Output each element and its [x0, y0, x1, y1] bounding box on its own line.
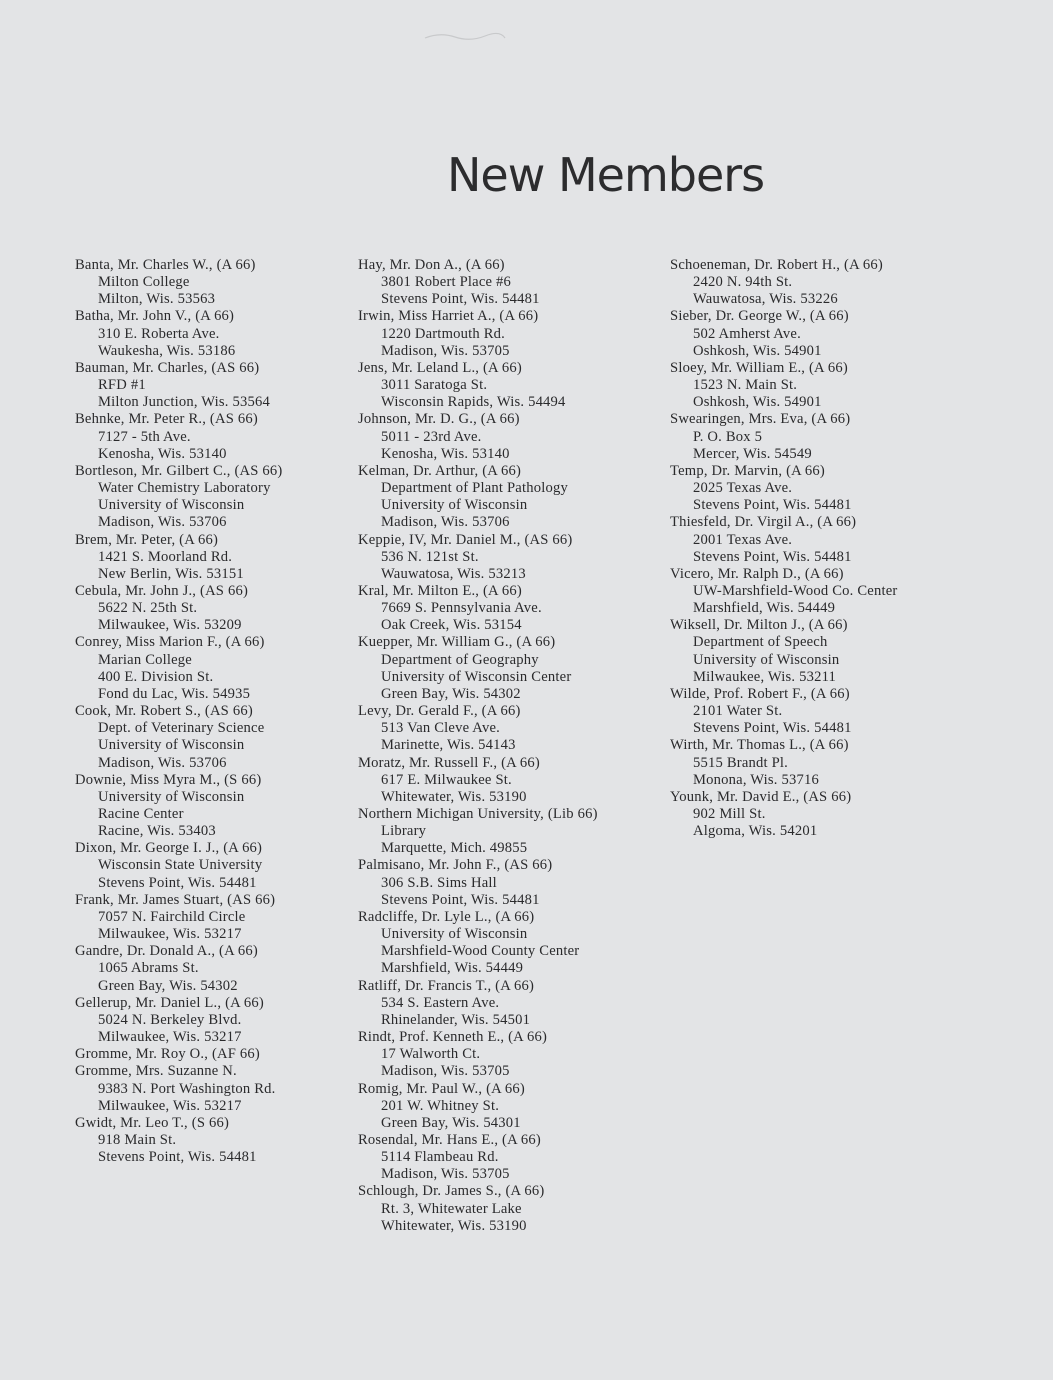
member-address-line: Marquette, Mich. 49855: [381, 840, 528, 857]
member-address-line: Racine Center: [98, 806, 184, 822]
member-name: Frank, Mr. James Stuart, (AS 66): [75, 891, 276, 908]
member-name: Batha, Mr. John V., (A 66): [75, 308, 235, 325]
member-entry: [670, 789, 970, 840]
print-smudge: [420, 30, 510, 44]
member-address-line: Water Chemistry Laboratory: [98, 480, 271, 497]
member-name: Gwidt, Mr. Leo T., (S 66): [75, 1114, 230, 1131]
member-entry: [358, 755, 663, 806]
member-entry: [358, 360, 663, 411]
member-name: Vicero, Mr. Ralph D., (A 66): [670, 565, 844, 582]
member-entry: [358, 909, 663, 978]
member-address-line: 7669 S. Pennsylvania Ave.: [381, 600, 542, 617]
member-address-line: Kenosha, Wis. 53140: [381, 445, 510, 462]
member-address-line: Green Bay, Wis. 54302: [381, 685, 521, 702]
member-name: Dixon, Mr. George I. J., (A 66): [75, 840, 263, 857]
member-address-line: Library: [381, 823, 427, 840]
member-name: Wilde, Prof. Robert F., (A 66): [670, 685, 850, 702]
member-address-line: Whitewater, Wis. 53190: [381, 788, 527, 805]
member-entry: [75, 995, 355, 1046]
member-address-line: 7127 - 5th Ave.: [98, 428, 191, 445]
member-address-line: Marshfield, Wis. 54449: [381, 960, 524, 977]
member-entry: [75, 360, 355, 411]
member-entry: [75, 772, 355, 841]
member-address-line: 310 E. Roberta Ave.: [98, 325, 220, 342]
member-name: Wirth, Mr. Thomas L., (A 66): [670, 737, 849, 754]
member-name: Cebula, Mr. John J., (AS 66): [75, 582, 249, 599]
member-address-line: Whitewater, Wis. 53190: [381, 1217, 527, 1234]
member-entry: [358, 1183, 663, 1234]
member-address-line: Green Bay, Wis. 54301: [381, 1114, 521, 1131]
member-address-line: Stevens Point, Wis. 54481: [381, 291, 540, 308]
member-name: Gromme, Mrs. Suzanne N.: [75, 1063, 237, 1080]
member-address-line: Green Bay, Wis. 54302: [98, 977, 238, 994]
member-address-line: 2101 Water St.: [693, 703, 783, 720]
member-name: Kelman, Dr. Arthur, (A 66): [358, 462, 522, 479]
member-name: Schoeneman, Dr. Robert H., (A 66): [670, 257, 883, 273]
member-address-line: Madison, Wis. 53705: [381, 1063, 510, 1080]
member-address-line: Milwaukee, Wis. 53211: [693, 668, 837, 685]
member-entry: [358, 634, 663, 703]
member-name: Temp, Dr. Marvin, (A 66): [670, 462, 825, 479]
member-name: Radcliffe, Dr. Lyle L., (A 66): [358, 908, 535, 925]
member-address-line: 2025 Texas Ave.: [693, 480, 793, 497]
member-name: Moratz, Mr. Russell F., (A 66): [358, 754, 540, 771]
member-name: Rindt, Prof. Kenneth E., (A 66): [358, 1029, 548, 1046]
member-address-line: Monona, Wis. 53716: [693, 771, 819, 788]
member-entry: [358, 806, 663, 857]
member-name: Romig, Mr. Paul W., (A 66): [358, 1080, 525, 1097]
member-address-line: 1421 S. Moorland Rd.: [98, 548, 233, 565]
member-entry: [75, 840, 355, 891]
member-entry: [358, 1029, 663, 1080]
member-address-line: Algoma, Wis. 54201: [693, 823, 818, 840]
member-address-line: Department of Speech: [693, 634, 828, 651]
member-column-2: [358, 257, 663, 1235]
member-address-line: Wauwatosa, Wis. 53213: [381, 565, 526, 582]
member-entry: [358, 463, 663, 532]
member-address-line: 5011 - 23rd Ave.: [381, 428, 482, 445]
member-name: Downie, Miss Myra M., (S 66): [75, 771, 262, 788]
member-name: Levy, Dr. Gerald F., (A 66): [358, 703, 521, 720]
member-entry: [670, 737, 970, 788]
member-address-line: Mercer, Wis. 54549: [693, 445, 812, 462]
member-address-line: Kenosha, Wis. 53140: [98, 445, 227, 462]
member-address-line: 5622 N. 25th St.: [98, 600, 198, 617]
member-address-line: Stevens Point, Wis. 54481: [98, 874, 257, 891]
member-entry: [75, 583, 355, 634]
member-address-line: Milwaukee, Wis. 53217: [98, 1029, 242, 1046]
member-address-line: University of Wisconsin: [98, 788, 245, 805]
member-address-line: Racine, Wis. 53403: [98, 823, 216, 840]
member-entry: [75, 943, 355, 994]
member-entry: [358, 1081, 663, 1132]
member-name: Cook, Mr. Robert S., (AS 66): [75, 703, 253, 720]
member-address-line: Fond du Lac, Wis. 54935: [98, 685, 251, 702]
member-entry: [358, 257, 663, 308]
member-entry: [670, 463, 970, 514]
member-address-line: Dept. of Veterinary Science: [98, 720, 265, 737]
member-address-line: Marinette, Wis. 54143: [381, 737, 516, 754]
member-entry: [75, 634, 355, 703]
member-entry: [670, 566, 970, 617]
member-name: Johnson, Mr. D. G., (A 66): [358, 411, 520, 428]
member-entry: [75, 532, 355, 583]
member-name: Hay, Mr. Don A., (A 66): [358, 257, 505, 273]
member-address-line: 7057 N. Fairchild Circle: [98, 908, 246, 925]
member-entry: [358, 583, 663, 634]
member-entry: [75, 411, 355, 462]
member-address-line: Oak Creek, Wis. 53154: [381, 617, 522, 634]
member-address-line: 9383 N. Port Washington Rd.: [98, 1080, 276, 1097]
member-name: Brem, Mr. Peter, (A 66): [75, 531, 219, 548]
member-address-line: 3801 Robert Place #6: [381, 274, 512, 291]
member-address-line: 1065 Abrams St.: [98, 960, 199, 977]
member-name: Bauman, Mr. Charles, (AS 66): [75, 359, 260, 376]
member-address-line: Milton Junction, Wis. 53564: [98, 394, 270, 411]
member-entry: [670, 411, 970, 462]
member-address-line: Madison, Wis. 53705: [381, 1166, 510, 1183]
member-address-line: RFD #1: [98, 377, 146, 394]
member-address-line: 918 Main St.: [98, 1131, 177, 1148]
member-address-line: New Berlin, Wis. 53151: [98, 565, 244, 582]
member-address-line: Wauwatosa, Wis. 53226: [693, 291, 838, 308]
member-address-line: 3011 Saratoga St.: [381, 377, 488, 394]
member-name: Northern Michigan University, (Lib 66): [358, 806, 598, 822]
member-address-line: 536 N. 121st St.: [381, 548, 479, 565]
member-address-line: University of Wisconsin: [381, 497, 528, 514]
member-address-line: University of Wisconsin: [381, 926, 528, 943]
member-entry: [75, 1063, 355, 1114]
member-address-line: Milton, Wis. 53563: [98, 291, 216, 308]
member-name: Kuepper, Mr. William G., (A 66): [358, 634, 556, 651]
member-entry: [75, 703, 355, 772]
member-address-line: Stevens Point, Wis. 54481: [693, 548, 852, 565]
member-name: Sieber, Dr. George W., (A 66): [670, 308, 849, 325]
member-address-line: Milton College: [98, 274, 190, 291]
member-address-line: 17 Walworth Ct.: [381, 1046, 481, 1063]
member-address-line: 306 S.B. Sims Hall: [381, 874, 497, 891]
member-address-line: Rhinelander, Wis. 54501: [381, 1011, 531, 1028]
member-entry: [75, 463, 355, 532]
member-address-line: 902 Mill St.: [693, 806, 766, 822]
member-entry: [670, 617, 970, 686]
member-address-line: Madison, Wis. 53705: [381, 342, 510, 359]
member-name: Conrey, Miss Marion F., (A 66): [75, 634, 265, 651]
member-address-line: 400 E. Division St.: [98, 668, 214, 685]
member-address-line: Milwaukee, Wis. 53217: [98, 1097, 242, 1114]
member-entry: [670, 308, 970, 359]
member-entry: [75, 308, 355, 359]
member-address-line: Department of Geography: [381, 651, 539, 668]
member-address-line: 5024 N. Berkeley Blvd.: [98, 1011, 242, 1028]
member-name: Jens, Mr. Leland L., (A 66): [358, 359, 522, 376]
member-entry: [670, 686, 970, 737]
member-address-line: University of Wisconsin: [98, 737, 245, 754]
member-name: Kral, Mr. Milton E., (A 66): [358, 582, 522, 599]
member-entry: [75, 1046, 355, 1063]
member-name: Swearingen, Mrs. Eva, (A 66): [670, 411, 851, 428]
member-address-line: 1523 N. Main St.: [693, 377, 798, 394]
member-name: Sloey, Mr. William E., (A 66): [670, 359, 848, 376]
member-address-line: Stevens Point, Wis. 54481: [381, 891, 540, 908]
member-entry: [358, 308, 663, 359]
member-address-line: 513 Van Cleve Ave.: [381, 720, 500, 737]
member-entry: [358, 532, 663, 583]
member-address-line: 201 W. Whitney St.: [381, 1097, 500, 1114]
member-address-line: Stevens Point, Wis. 54481: [98, 1149, 257, 1166]
member-address-line: Madison, Wis. 53706: [98, 514, 227, 531]
member-address-line: 2001 Texas Ave.: [693, 531, 793, 548]
member-entry: [670, 257, 970, 308]
member-address-line: 5114 Flambeau Rd.: [381, 1149, 499, 1166]
member-address-line: Waukesha, Wis. 53186: [98, 342, 236, 359]
member-entry: [75, 892, 355, 943]
member-address-line: University of Wisconsin: [98, 497, 245, 514]
member-address-line: 502 Amherst Ave.: [693, 325, 801, 342]
member-column-3: [670, 257, 970, 840]
member-address-line: Madison, Wis. 53706: [98, 754, 227, 771]
member-address-line: Marshfield, Wis. 54449: [693, 600, 836, 617]
member-name: Behnke, Mr. Peter R., (AS 66): [75, 411, 258, 428]
member-entry: [670, 514, 970, 565]
member-address-line: Wisconsin Rapids, Wis. 54494: [381, 394, 566, 411]
member-address-line: Milwaukee, Wis. 53217: [98, 926, 242, 943]
member-name: Wiksell, Dr. Milton J., (A 66): [670, 617, 848, 634]
member-address-line: Milwaukee, Wis. 53209: [98, 617, 242, 634]
member-address-line: University of Wisconsin: [693, 651, 840, 668]
member-address-line: Marian College: [98, 651, 192, 668]
member-address-line: Department of Plant Pathology: [381, 480, 568, 497]
member-address-line: University of Wisconsin Center: [381, 668, 572, 685]
member-address-line: Stevens Point, Wis. 54481: [693, 720, 852, 737]
member-name: Banta, Mr. Charles W., (A 66): [75, 257, 256, 273]
member-name: Gromme, Mr. Roy O., (AF 66): [75, 1046, 260, 1063]
member-address-line: UW-Marshfield-Wood Co. Center: [693, 582, 898, 599]
member-address-line: Oshkosh, Wis. 54901: [693, 342, 822, 359]
member-address-line: 5515 Brandt Pl.: [693, 754, 789, 771]
member-name: Keppie, IV, Mr. Daniel M., (AS 66): [358, 531, 573, 548]
member-address-line: 617 E. Milwaukee St.: [381, 771, 512, 788]
member-name: Irwin, Miss Harriet A., (A 66): [358, 308, 539, 325]
member-address-line: 534 S. Eastern Ave.: [381, 994, 500, 1011]
member-entry: [670, 360, 970, 411]
member-address-line: 1220 Dartmouth Rd.: [381, 325, 505, 342]
member-address-line: Wisconsin State University: [98, 857, 263, 874]
member-entry: [358, 857, 663, 908]
member-name: Palmisano, Mr. John F., (AS 66): [358, 857, 553, 874]
member-address-line: Marshfield-Wood County Center: [381, 943, 580, 960]
member-address-line: Stevens Point, Wis. 54481: [693, 497, 852, 514]
member-name: Rosendal, Mr. Hans E., (A 66): [358, 1131, 541, 1148]
member-entry: [75, 1115, 355, 1166]
member-name: Younk, Mr. David E., (AS 66): [670, 788, 852, 805]
member-address-line: Rt. 3, Whitewater Lake: [381, 1200, 522, 1217]
member-column-1: [75, 257, 355, 1166]
member-address-line: Madison, Wis. 53706: [381, 514, 510, 531]
member-name: Gandre, Dr. Donald A., (A 66): [75, 943, 258, 960]
page-title: New Members: [447, 148, 765, 202]
member-name: Bortleson, Mr. Gilbert C., (AS 66): [75, 462, 283, 479]
member-address-line: P. O. Box 5: [693, 428, 763, 445]
member-address-line: Oshkosh, Wis. 54901: [693, 394, 822, 411]
member-name: Ratliff, Dr. Francis T., (A 66): [358, 977, 535, 994]
member-address-line: 2420 N. 94th St.: [693, 274, 793, 291]
member-entry: [358, 1132, 663, 1183]
member-entry: [358, 978, 663, 1029]
member-entry: [358, 411, 663, 462]
member-entry: [358, 703, 663, 754]
member-name: Schlough, Dr. James S., (A 66): [358, 1183, 545, 1200]
member-name: Thiesfeld, Dr. Virgil A., (A 66): [670, 514, 857, 531]
member-name: Gellerup, Mr. Daniel L., (A 66): [75, 994, 264, 1011]
member-entry: [75, 257, 355, 308]
